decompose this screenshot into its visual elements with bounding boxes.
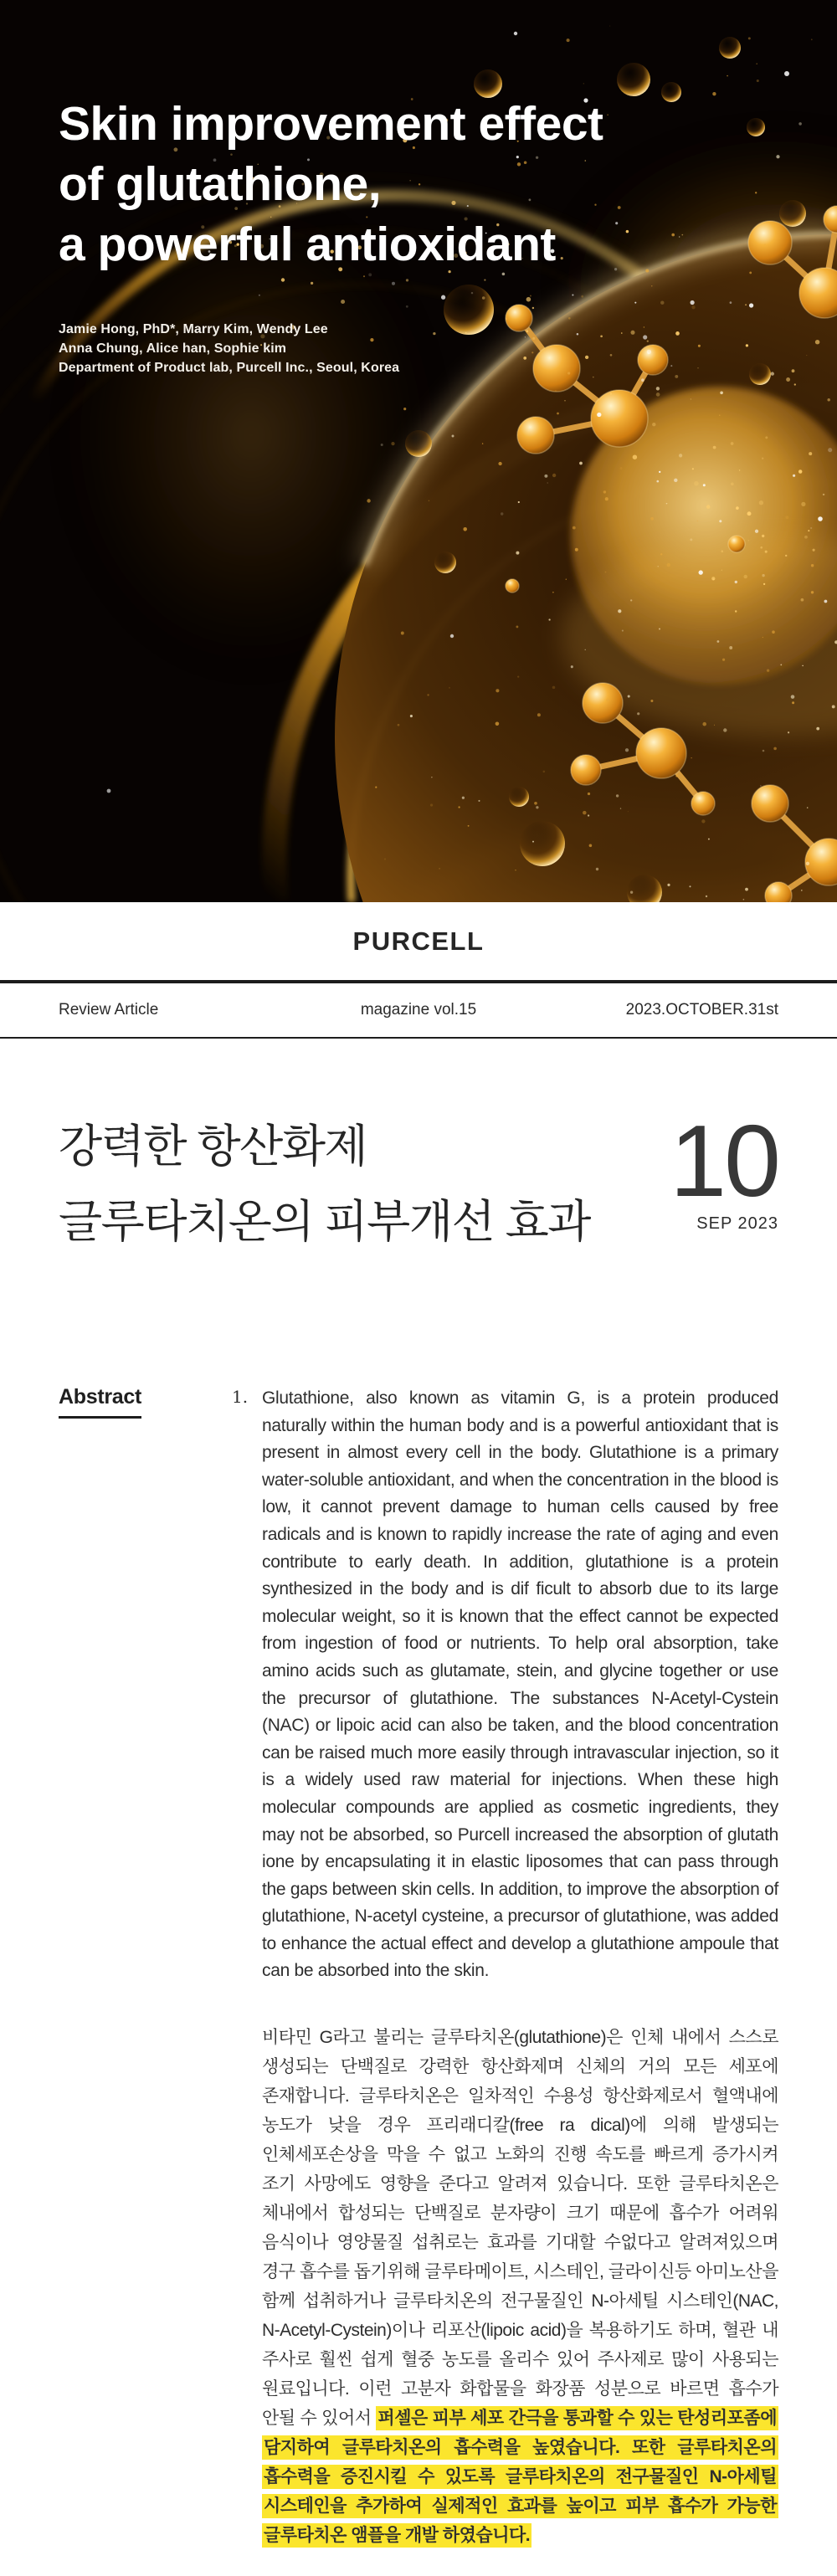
abstract-body <box>262 1385 778 2550</box>
abstract-item-number: 1. <box>232 1387 249 1407</box>
article-title-block <box>0 1104 837 1260</box>
abstract-heading: Abstract <box>59 1385 232 2550</box>
article-title-ko-line-2: 글루타치온의 피부개선 효과 <box>59 1197 590 1247</box>
abstract-paragraph-english: Glutathione, also known as vitamin G, is a protein produced naturally within the human body and is a powerful antioxidant that is present in almost every cell in the body. Glutathione is a primary water-soluble antioxidant, and when the concentration in the blood is low, it cannot prevent damage to human cells caused by free radicals and is known to rapidly increase the rate of aging and even contribute to early death. In addition, glutathione is a protein synthesized in the body and is dif ficult to absorb due to its large molecular weight, so it is known that the effect cannot be expected from ingestion of food or nutrients. To help oral absorption, take amino acids such as glutamate, stein, and glycine together or use the precursor of glutathione. The substances N-Acetyl-Cystein (NAC) or lipoic acid can also be taken, and the blood concentration can be raised much more easily through intravascular injection, so it is a widely used raw material for injections. When these high molecular compounds are applied as cosmetic ingredients, they may not be absorbed, so Purcell increased the absorption of glutath ione by encapsulating it in elastic liposomes that can pass through the gaps between skin cells. In addition, to improve the absorption of glutathione, N-acetyl cysteine, a precursor of glutathione, was added to enhance the actual effect and develop a glutathione ampoule that can be absorbed into the skin. <box>262 1388 778 1981</box>
magazine-volume-label: magazine vol.15 <box>360 1001 477 1019</box>
issue-date-label: 2023.OCTOBER.31st <box>625 1001 779 1019</box>
hero-title-line-3: a powerful antioxidant <box>59 218 556 271</box>
abstract-paragraph-korean <box>262 2023 778 2550</box>
hero-title-line-1: Skin improvement effect <box>59 97 603 151</box>
hero-authors <box>59 320 399 377</box>
meta-row <box>0 983 837 1039</box>
issue-block <box>670 1104 778 1234</box>
authors-line-3: Department of Product lab, Purcell Inc., Seoul, Korea <box>59 361 400 375</box>
issue-month-year: SEP 2023 <box>696 1214 778 1233</box>
authors-line-1: Jamie Hong, PhD*, Marry Kim, Wendy Lee <box>59 322 328 336</box>
article-title-ko-line-1: 강력한 항산화제 <box>59 1121 367 1172</box>
hero-title <box>59 94 603 275</box>
authors-line-2: Anna Chung, Alice han, Sophie kim <box>59 341 287 356</box>
abstract-section <box>0 1385 837 2550</box>
hero-section <box>0 0 837 902</box>
hero-title-line-2: of glutathione, <box>59 157 382 211</box>
masthead <box>0 902 837 954</box>
korean-text-highlighted: 퍼셀은 피부 세포 간극을 통과할 수 있는 탄성리포좀에 담지하여 글루타치온의 흡수력을 높였습니다. 또한 글루타치온의 흡수력을 증진시킬 수 있도록 글루타치온의 전구물질인 N-아세틸 시스테인을 추가하여 실제적인 효과를 높이고 피부 흡수가 가능한 글루타치온 앰플을 개발 하였습니다. <box>262 2406 778 2548</box>
brand-logo: PURCELL <box>352 926 485 956</box>
article-type-label: Review Article <box>59 1001 159 1019</box>
korean-text-plain: 비타민 G라고 불리는 글루타치온(glutathione)은 인체 내에서 스스로 생성되는 단백질로 강력한 항산화제며 신체의 거의 모든 세포에 존재합니다. 글루타치온은 일차적인 수용성 항산화제로서 혈액내에 농도가 낮을 경우 프리래디칼(free ra dical)에 의해 발생되는 인체세포손상을 막을 수 없고 노화의 진행 속도를 빠르게 증가시켜 조기 사망에도 영향을 준다고 알려져 있습니다. 또한 글루타치온은 체내에서 합성되는 단백질로 분자량이 크기 때문에 흡수가 어려워 음식이나 영양물질 섭취로는 효과를 기대할 수없다고 알려져있으며 경구 흡수를 돕기위해 글루타메이트, 시스테인, 글라이신등 아미노산을 함께 섭취하거나 글루타치온의 전구물질인 N-아세틸 시스테인(NAC, N-Acetyl-Cystein)이나 리포산(lipoic acid)을 복용하기도 하며, 혈관 내 주사로 훨씬 쉽게 혈중 농도를 올리수 있어 주사제로 많이 사용되는 원료입니다. 이런 고분자 화합물을 화장품 성분으로 바르면 흡수가 안될 수 있어서 <box>262 2028 778 2429</box>
article-title-korean <box>59 1109 590 1260</box>
issue-number: 10 <box>670 1104 778 1218</box>
